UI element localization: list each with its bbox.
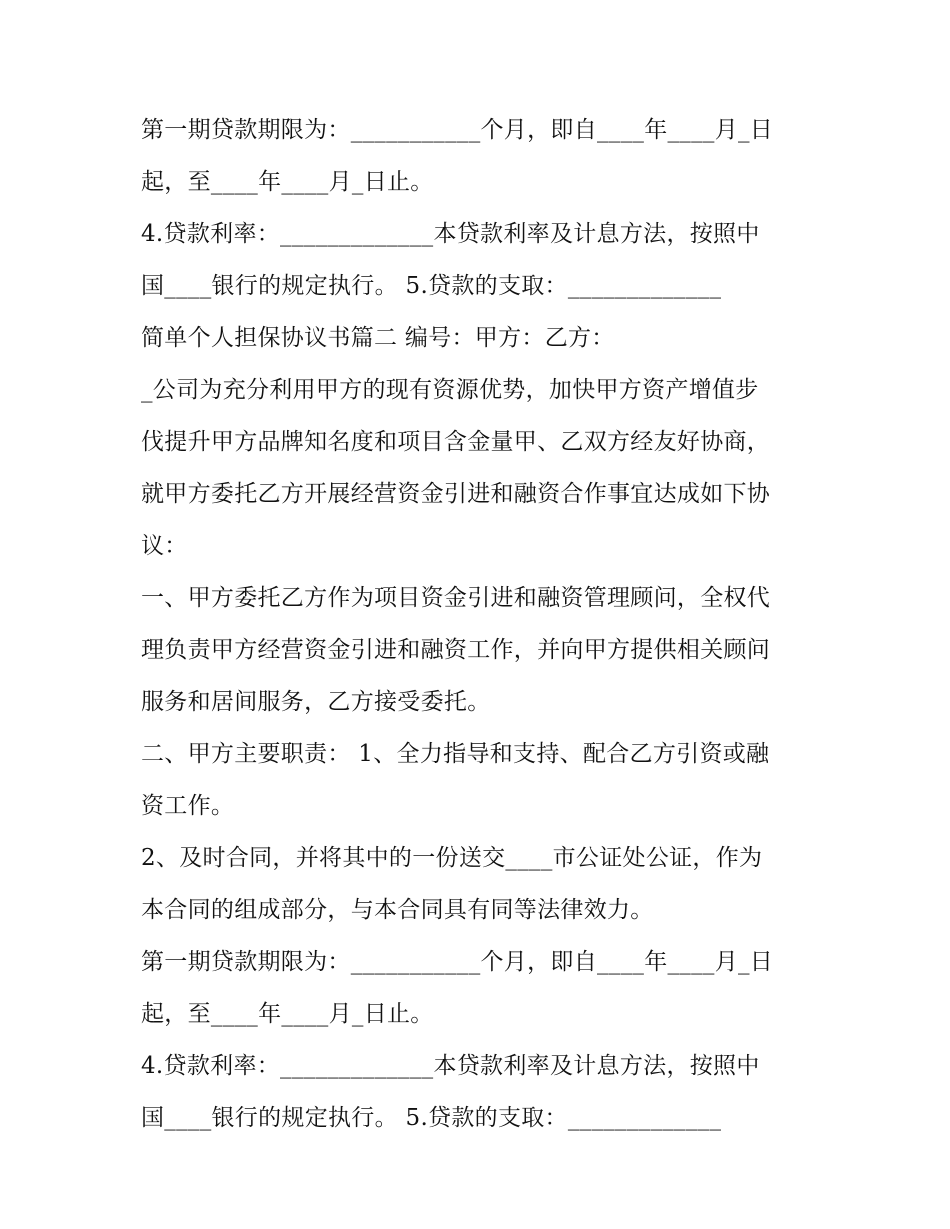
text-line: _公司为充分利用甲方的现有资源优势，加快甲方资产增值步 — [141, 377, 759, 403]
text-line: 国____银行的规定执行。 5.贷款的支取：_____________ — [141, 273, 722, 299]
document-body — [141, 108, 831, 1148]
text-line: 2、及时合同，并将其中的一份送交____市公证处公证，作为 — [141, 845, 763, 871]
text-line: 一、甲方委托乙方作为项目资金引进和融资管理顾问，全权代 — [141, 585, 771, 611]
text-line: 国____银行的规定执行。 5.贷款的支取：_____________ — [141, 1105, 722, 1131]
text-line: 第一期贷款期限为：___________个月，即自____年____月_日 — [141, 949, 774, 975]
text-line: 本合同的组成部分，与本合同具有同等法律效力。 — [141, 897, 654, 923]
text-line: 第一期贷款期限为：___________个月，即自____年____月_日 — [141, 117, 774, 143]
text-line: 4.贷款利率：_____________本贷款利率及计息方法，按照中 — [141, 221, 760, 247]
text-line: 4.贷款利率：_____________本贷款利率及计息方法，按照中 — [141, 1053, 760, 1079]
text-line: 起，至____年____月_日止。 — [141, 169, 434, 195]
text-line: 二、甲方主要职责： 1、全力指导和支持、配合乙方引资或融 — [141, 741, 770, 767]
text-line: 资工作。 — [141, 793, 235, 819]
text-line: 起，至____年____月_日止。 — [141, 1001, 434, 1027]
text-line: 伐提升甲方品牌知名度和项目含金量甲、乙双方经友好协商， — [141, 429, 771, 455]
section-heading: 简单个人担保协议书篇二 编号：甲方：乙方： — [141, 325, 615, 351]
text-line: 服务和居间服务，乙方接受委托。 — [141, 689, 491, 715]
text-line: 议： — [141, 533, 188, 559]
text-line: 理负责甲方经营资金引进和融资工作，并向甲方提供相关顾问 — [141, 637, 771, 663]
text-line: 就甲方委托乙方开展经营资金引进和融资合作事宜达成如下协 — [141, 481, 771, 507]
